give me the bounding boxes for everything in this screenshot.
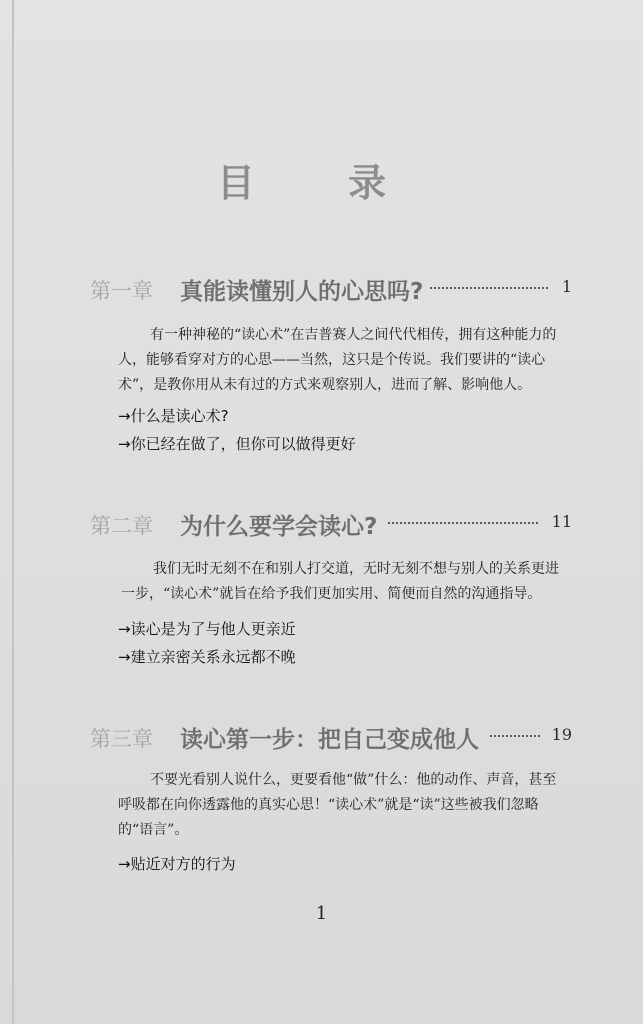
arrow-icon: → — [118, 648, 131, 666]
page-number: 1 — [315, 903, 328, 924]
arrow-icon: → — [118, 407, 131, 425]
leader-dots — [490, 735, 540, 737]
chapter-number: 第三章 — [90, 727, 153, 751]
leader-dots — [388, 522, 538, 524]
chapter-heading — [90, 723, 580, 755]
section-item-label: 你已经在做了，但你可以做得更好 — [130, 435, 356, 453]
leader-dots — [430, 287, 548, 289]
chapter-number: 第一章 — [90, 279, 153, 303]
chapter-title: 为什么要学会读心? — [180, 514, 378, 540]
section-item — [118, 405, 229, 426]
section-item — [118, 433, 356, 454]
chapter-page-number: 19 — [551, 725, 572, 744]
chapter-number: 第二章 — [90, 514, 153, 538]
section-item-label: 什么是读心术? — [130, 407, 229, 425]
section-item-label: 贴近对方的行为 — [130, 855, 236, 873]
toc-title: 目 录 — [216, 161, 427, 205]
arrow-icon: → — [118, 855, 131, 873]
arrow-icon: → — [118, 435, 131, 453]
chapter-summary: 不要光看别人说什么，更要看他“做”什么：他的动作、声音，甚至呼吸都在向你透露他的真实心思！“读心术”就是“读”这些被我们忽略的“语言”。 — [118, 772, 557, 838]
section-item — [118, 853, 236, 874]
section-item-label: 建立亲密关系永远都不晚 — [130, 648, 296, 666]
chapter-page-number: 11 — [551, 512, 572, 531]
section-item — [118, 646, 296, 667]
arrow-icon: → — [118, 620, 131, 638]
chapter-heading — [90, 510, 580, 542]
chapter-summary: 有一种神秘的“读心术”在吉普赛人之间代代相传，拥有这种能力的人，能够看穿对方的心思——当然，这只是个传说。我们要讲的“读心术”，是教你用从未有过的方式来观察别人，进而了解、影响他人。 — [118, 327, 557, 393]
chapter-title: 真能读懂别人的心思吗? — [180, 279, 424, 305]
section-item — [118, 618, 296, 639]
chapter-title: 读心第一步：把自己变成他人 — [180, 727, 479, 753]
chapter-page-number: 1 — [561, 277, 572, 296]
chapter-summary: 我们无时无刻不在和别人打交道，无时无刻不想与别人的关系更进一步，“读心术”就旨在给予我们更加实用、简便而自然的沟通指导。 — [121, 561, 559, 602]
chapter-heading — [90, 275, 580, 307]
section-item-label: 读心是为了与他人更亲近 — [130, 620, 296, 638]
